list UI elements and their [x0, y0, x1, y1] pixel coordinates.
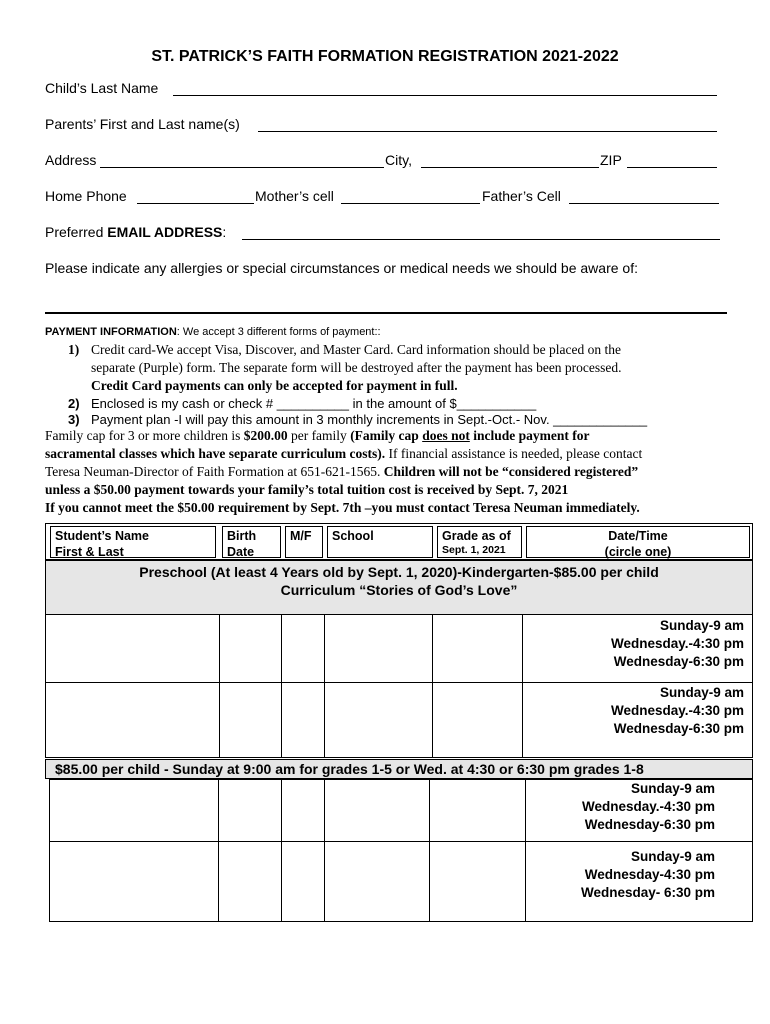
payment-item2: [91, 396, 536, 411]
payment-plan-field[interactable]: _____________: [553, 412, 648, 427]
option-wednesday-430[interactable]: Wednesday.-4:30 pm: [610, 703, 744, 718]
header-student-name: [50, 526, 216, 558]
payment-item3: [91, 412, 647, 427]
mf-cell[interactable]: [281, 682, 325, 758]
allergies-field[interactable]: [45, 312, 727, 314]
student-name-cell[interactable]: [45, 682, 220, 758]
family-cap-line4: unless a $50.00 payment towards your family’s total tuition cost is received by Sept. 7, 2021: [45, 482, 569, 497]
payment-heading-row: [45, 326, 381, 338]
grade-cell[interactable]: [429, 841, 526, 922]
family-cap-amount: $200.00: [243, 428, 288, 443]
birth-date-cell[interactable]: [218, 841, 282, 922]
date-time-cell[interactable]: [522, 614, 753, 683]
mf-cell[interactable]: [281, 841, 325, 922]
check-number-field[interactable]: __________: [276, 396, 350, 411]
child-last-name-label: Child’s Last Name: [45, 80, 159, 96]
payment-item2-text-b: in the amount of $: [349, 396, 457, 411]
school-cell[interactable]: [324, 614, 433, 683]
grade-cell[interactable]: [432, 614, 523, 683]
preschool-banner: [45, 560, 753, 615]
header-school: School: [327, 526, 433, 558]
payment-item1-line3: Credit Card payments can only be accepted for payment in full.: [91, 378, 458, 393]
family-cap-text-b: per family: [287, 428, 351, 443]
option-sunday[interactable]: Sunday-9 am: [659, 618, 744, 633]
option-sunday[interactable]: Sunday-9 am: [659, 685, 744, 700]
birth-date-cell[interactable]: [219, 682, 282, 758]
city-label: City,: [385, 152, 412, 168]
email-row: Preferred EMAIL ADDRESS:: [45, 224, 227, 240]
school-cell[interactable]: [324, 779, 430, 842]
family-cap-text-a: Family cap for 3 or more children is: [45, 428, 244, 443]
zip-label: ZIP: [600, 152, 622, 168]
family-cap-line5: If you cannot meet the $50.00 requirement by Sept. 7th –you must contact Teresa Neuman immediately.: [45, 500, 640, 515]
header-student-name-line2: First & Last: [55, 545, 124, 559]
family-cap-text-d: include payment for: [469, 428, 590, 443]
header-date-line2: (circle one): [604, 545, 672, 559]
family-cap-line3: [45, 464, 638, 480]
school-cell[interactable]: [324, 841, 430, 922]
family-cap-text-c: (Family cap: [350, 428, 423, 443]
header-mf: M/F: [285, 526, 323, 558]
option-wednesday-630[interactable]: Wednesday-6:30 pm: [584, 817, 715, 832]
email-label-prefix: Preferred: [45, 224, 108, 240]
date-time-cell[interactable]: [525, 779, 753, 842]
financial-assistance-note: If financial assistance is needed, please contact: [385, 446, 643, 461]
mothers-cell-label: Mother’s cell: [255, 188, 334, 204]
option-wednesday-630[interactable]: Wednesday- 6:30 pm: [580, 885, 715, 900]
email-label-bold: EMAIL ADDRESS: [107, 224, 223, 240]
parents-name-row: [45, 116, 240, 132]
student-name-cell[interactable]: [49, 841, 219, 922]
allergies-label: Please indicate any allergies or special circumstances or medical needs we should be aware of:: [45, 260, 638, 276]
header-grade: [437, 526, 522, 558]
mf-cell[interactable]: [281, 779, 325, 842]
option-sunday[interactable]: Sunday-9 am: [630, 781, 715, 796]
email-field[interactable]: [242, 238, 720, 240]
home-phone-label: Home Phone: [45, 188, 127, 204]
registration-warning: Children will not be “considered registered”: [383, 464, 639, 479]
home-phone-field[interactable]: [137, 202, 254, 204]
payment-item1-line1: Credit card-We accept Visa, Discover, and Master Card. Card information should be placed on the: [91, 342, 622, 357]
zip-field[interactable]: [627, 166, 717, 168]
header-date-line1: Date/Time: [608, 529, 668, 543]
page-title: ST. PATRICK’S FAITH FORMATION REGISTRATION 2021-2022: [151, 48, 619, 65]
child-last-name-row: [45, 80, 158, 96]
option-wednesday-630[interactable]: Wednesday-6:30 pm: [613, 721, 744, 736]
payment-item3-text: Payment plan -I will pay this amount in 3 monthly increments in Sept.-Oct.- Nov.: [91, 412, 554, 427]
family-cap-does-not: does not: [422, 428, 470, 443]
payment-heading: PAYMENT INFORMATION: [45, 326, 177, 338]
date-time-cell[interactable]: [522, 682, 753, 758]
fathers-cell-field[interactable]: [569, 202, 719, 204]
option-wednesday-630[interactable]: Wednesday-6:30 pm: [613, 654, 744, 669]
option-wednesday-430[interactable]: Wednesday.-4:30 pm: [581, 799, 715, 814]
date-time-cell[interactable]: [525, 841, 753, 922]
header-birth-date: [222, 526, 281, 558]
school-cell[interactable]: [324, 682, 433, 758]
mf-cell[interactable]: [281, 614, 325, 683]
fathers-cell-label: Father’s Cell: [482, 188, 561, 204]
header-birth-line2: Date: [227, 545, 255, 559]
option-wednesday-430[interactable]: Wednesday-4:30 pm: [584, 867, 715, 882]
family-cap-line2: [45, 446, 642, 462]
header-grade-line2: Sept. 1, 2021: [442, 544, 506, 556]
preschool-banner-line2: Curriculum “Stories of God’s Love”: [280, 582, 518, 598]
grade-cell[interactable]: [432, 682, 523, 758]
payment-item3-number: 3): [68, 412, 80, 427]
grade-cell[interactable]: [429, 779, 526, 842]
city-field[interactable]: [421, 166, 599, 168]
payment-item1-number: 1): [68, 342, 80, 357]
birth-date-cell[interactable]: [218, 779, 282, 842]
preschool-banner-line1: Preschool (At least 4 Years old by Sept. 1, 2020)-Kindergarten-$85.00 per child: [139, 564, 659, 580]
header-date-time: [526, 526, 750, 558]
family-cap-line1: [45, 428, 589, 444]
student-name-cell[interactable]: [45, 614, 220, 683]
header-grade-line1: Grade as of: [442, 529, 511, 543]
student-name-cell[interactable]: [49, 779, 219, 842]
sacramental-note: sacramental classes which have separate curriculum costs).: [45, 446, 386, 461]
mothers-cell-field[interactable]: [341, 202, 480, 204]
header-birth-line1: Birth: [227, 529, 257, 543]
header-student-name-line1: Student’s Name: [55, 529, 150, 543]
birth-date-cell[interactable]: [219, 614, 282, 683]
child-last-name-field[interactable]: [173, 94, 717, 96]
address-label: Address: [45, 152, 97, 168]
cash-amount-field[interactable]: ___________: [456, 396, 537, 411]
address-field[interactable]: [100, 166, 384, 168]
option-sunday[interactable]: Sunday-9 am: [630, 849, 715, 864]
payment-item1-line2: separate (Purple) form. The separate form will be destroyed after the payment has been processed.: [91, 360, 622, 375]
director-contact: Teresa Neuman-Director of Faith Formation at 651-621-1565.: [45, 464, 384, 479]
grades-banner: $85.00 per child - Sunday at 9:00 am for grades 1-5 or Wed. at 4:30 or 6:30 pm grades 1-8: [45, 759, 753, 779]
payment-item2-text-a: Enclosed is my cash or check #: [91, 396, 277, 411]
parents-name-label: Parents’ First and Last name(s): [45, 116, 240, 132]
parents-name-field[interactable]: [258, 130, 717, 132]
payment-heading-rest: : We accept 3 different forms of payment::: [176, 326, 381, 338]
option-wednesday-430[interactable]: Wednesday.-4:30 pm: [610, 636, 744, 651]
payment-item2-number: 2): [68, 396, 80, 411]
